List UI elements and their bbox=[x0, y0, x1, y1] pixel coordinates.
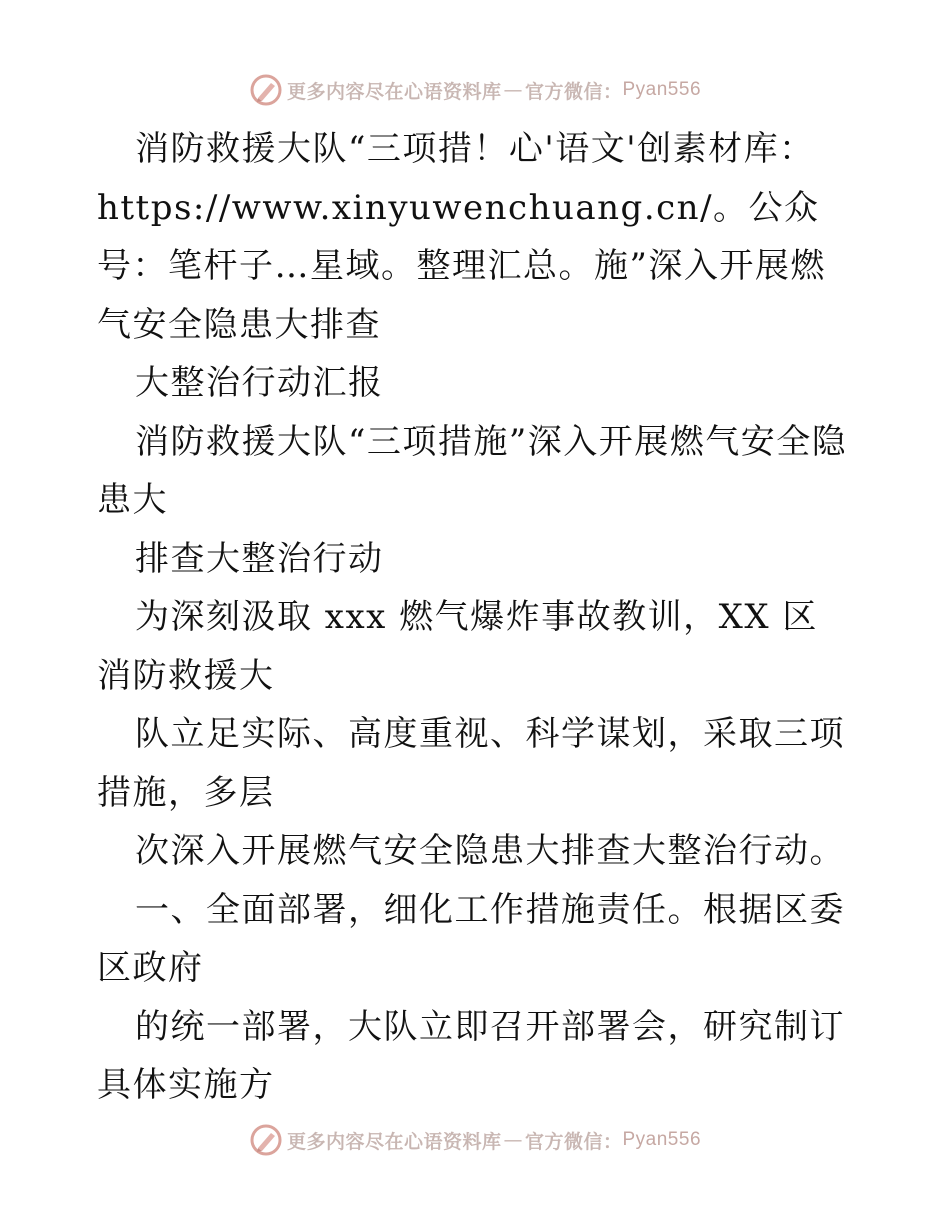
banner-wechat-label: 官方微信： bbox=[524, 80, 623, 103]
paragraph-intro-2: 队立足实际、高度重视、科学谋划，采取三项措施，多层 bbox=[97, 714, 845, 813]
banner-wechat-label: 官方微信： bbox=[524, 1130, 623, 1153]
banner-separator: — bbox=[503, 1129, 523, 1151]
paragraph-section-one: 一、全面部署，细化工作措施责任。根据区委区政府 bbox=[97, 889, 845, 988]
footer-watermark-banner bbox=[0, 1120, 950, 1160]
paragraph-title-cont: 大整治行动汇报 bbox=[135, 363, 384, 403]
paragraph-title-line: 消防救援大队“三项措！心'语文'创素材库：https://www.xinyuwenchuang.cn/。公众号：笔杆子…星域。整理汇总。施”深入开展燃气安全隐患大排查 bbox=[97, 129, 826, 345]
banner-text: 更多内容尽在心语资料库 bbox=[286, 80, 502, 103]
banner-wechat-id: Pyan556 bbox=[622, 79, 702, 100]
pen-logo-icon bbox=[249, 73, 283, 107]
pen-logo-icon bbox=[249, 1123, 283, 1157]
banner-text: 更多内容尽在心语资料库 bbox=[286, 1130, 502, 1153]
banner-separator: — bbox=[503, 79, 523, 101]
document-body bbox=[97, 120, 853, 1115]
paragraph-intro: 为深刻汲取 xxx 燃气爆炸事故教训，XX 区消防救援大 bbox=[97, 597, 818, 696]
paragraph-subtitle-cont: 排查大整治行动 bbox=[135, 538, 384, 579]
paragraph-section-one-cont: 的统一部署，大队立即召开部署会，研究制订具体实施方 bbox=[97, 1006, 845, 1105]
paragraph-intro-3: 次深入开展燃气安全隐患大排查大整治行动。 bbox=[135, 831, 845, 871]
header-watermark-banner bbox=[0, 70, 950, 110]
paragraph-subtitle: 消防救援大队“三项措施”深入开展燃气安全隐患大 bbox=[97, 421, 848, 520]
banner-wechat-id: Pyan556 bbox=[622, 1129, 702, 1150]
